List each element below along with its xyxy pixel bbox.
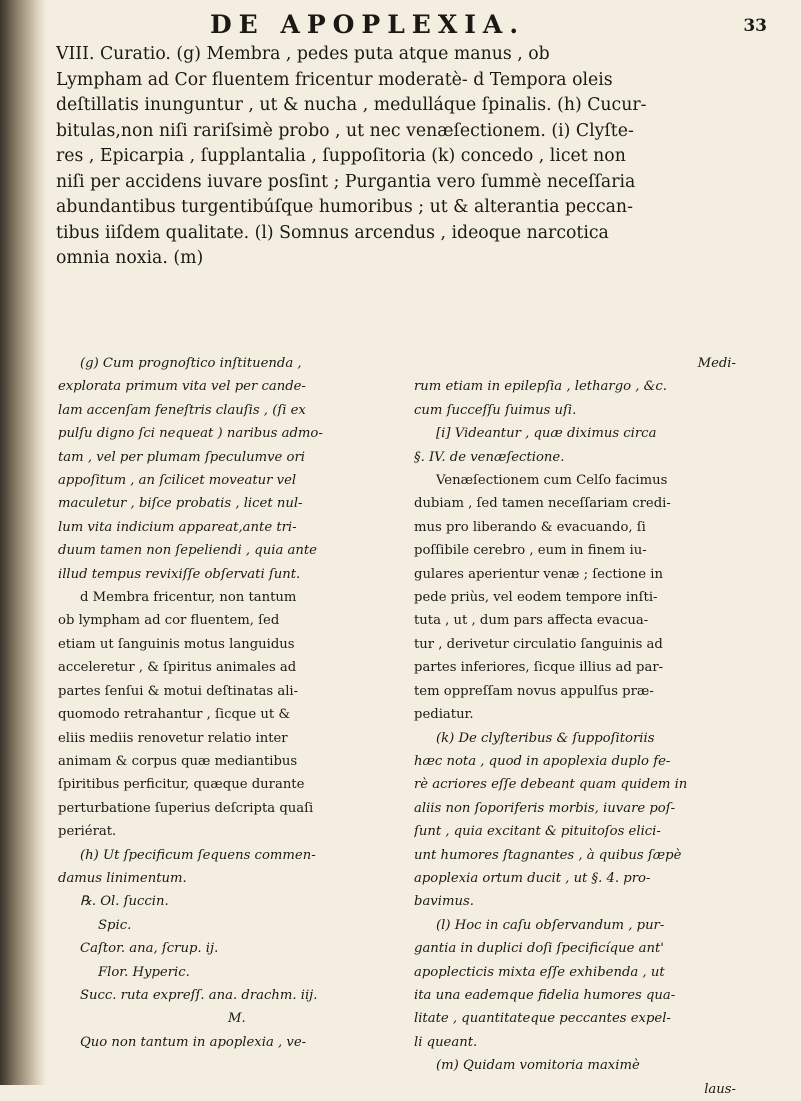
- text-line: (h) Ut ſpecificum ſequens commen-: [80, 847, 316, 863]
- main-text-block: [56, 42, 768, 272]
- text-line: Flor. Hyperic.: [98, 964, 190, 980]
- book-spine-shadow: [0, 0, 46, 1085]
- text-line: (l) Hoc in caſu obſervandum , pur-: [436, 917, 665, 933]
- text-line: M.: [228, 1011, 246, 1027]
- text-line: bitulas,non niſi rariſsimè probo , ut nec venæſectionem. (i) Clyſte-: [56, 120, 634, 141]
- text-line: d Membra fricentur, non tantum: [80, 590, 297, 606]
- text-line: explorata primum vita vel per cande-: [58, 379, 306, 395]
- text-line: unt humores ſtagnantes , à quibus ſæpè: [414, 847, 682, 863]
- text-line: dubiam , ſed tamen neceſſariam credi-: [414, 496, 671, 512]
- text-line: Quo non tantum in apoplexia , ve-: [80, 1034, 307, 1050]
- text-line: aliis non ſoporiferis morbis, iuvare poſ-: [414, 800, 676, 816]
- text-line: tam , vel per plumam ſpeculumve ori: [58, 449, 305, 465]
- text-line: mus pro liberando & evacuando, ſi: [414, 519, 646, 535]
- text-line: ita una eademque fidelia humores qua-: [414, 987, 676, 1003]
- text-line: Spic.: [98, 917, 132, 933]
- text-line: (m) Quidam vomitoria maximè: [436, 1058, 640, 1074]
- text-line: perturbatione ſuperius deſcripta quaſi: [58, 800, 314, 816]
- text-line: maculetur , biſce probatis , licet nul-: [58, 496, 303, 512]
- text-line: partes ſenſui & motui deſtinatas ali-: [58, 683, 299, 699]
- text-line: pulſu digno ſci nequeat ) naribus admo-: [58, 426, 323, 442]
- text-line: li queant.: [414, 1034, 478, 1050]
- text-line: Venæſectionem cum Celſo facimus: [436, 473, 668, 489]
- text-line: lum vita indicium appareat,ante tri-: [58, 519, 297, 535]
- text-line: apoplecticis mixta eſſe exhibenda , ut: [414, 964, 665, 980]
- text-line: ſunt , quia excitant & pituitoſos elici-: [414, 824, 661, 840]
- text-line: apoplexia ortum ducit , ut §. 4. pro-: [414, 870, 651, 886]
- text-line: acceleretur , & ſpiritus animales ad: [58, 660, 297, 676]
- catchword: Medi-: [697, 356, 736, 371]
- text-line: etiam ut ſanguinis motus languidus: [58, 636, 295, 652]
- text-line: Caſtor. ana, ſcrup. ij.: [80, 941, 219, 957]
- text-line: gantia in duplici doſi ſpecificíque ant': [414, 941, 664, 957]
- text-line: [i] Videantur , quæ diximus circa: [436, 426, 657, 442]
- page-header: [0, 10, 801, 40]
- text-line: appoſitum , an ſcilicet moveatur vel: [58, 473, 297, 489]
- text-line: ſpiritibus perficitur, quæque durante: [58, 777, 305, 793]
- text-line: quomodo retrahantur , ſicque ut &: [58, 707, 291, 723]
- text-line: tur , derivetur circulatio ſanguinis ad: [414, 636, 663, 652]
- catchword: laus-: [704, 1081, 736, 1097]
- text-line: tibus iiſdem qualitate. (l) Somnus arcendus , ideoque narcotica: [56, 222, 609, 243]
- text-line: lam accenſam feneſtris clauſis , (ſi ex: [58, 402, 306, 418]
- text-line: pede priùs, vel eodem tempore inſti-: [414, 590, 658, 606]
- text-line: gulares aperientur venæ ; ſectione in: [414, 566, 663, 582]
- text-line: bavimus.: [414, 894, 474, 910]
- text-line: partes inferiores, ſicque illius ad par-: [414, 660, 664, 676]
- text-line: animam & corpus quæ mediantibus: [58, 753, 298, 769]
- text-line: pediatur.: [414, 707, 474, 723]
- text-line: §. IV. de venæſectione.: [414, 449, 565, 465]
- page-number: 33: [743, 16, 767, 36]
- text-line: litate , quantitateque peccantes expel-: [414, 1011, 671, 1027]
- text-line: omnia noxia. (m): [56, 248, 204, 268]
- text-line: Succ. ruta expreſſ. ana. drachm. iij.: [80, 987, 318, 1003]
- text-line: abundantibus turgentibúſque humoribus ; ut & alterantia peccan-: [56, 197, 633, 217]
- text-line: tuta , ut , dum pars affecta evacua-: [414, 613, 649, 629]
- text-line: eliis mediis renovetur relatio inter: [58, 730, 288, 746]
- text-line: res , Epicarpia , ſupplantalia , ſuppoſitoria (k) concedo , licet non: [56, 146, 626, 166]
- text-line: deſtillatis inunguntur , ut & nucha , medulláque ſpinalis. (h) Cucur-: [56, 95, 647, 115]
- text-line: rum etiam in epilepſia , lethargo , &c.: [414, 379, 667, 395]
- text-line: illud tempus revixiſſe obſervati ſunt.: [58, 566, 301, 582]
- text-line: cum ſucceſſu ſuimus uſi.: [414, 402, 577, 418]
- text-line: poſſibile cerebro , eum in finem iu-: [414, 543, 647, 559]
- text-line: hæc nota , quod in apoplexia duplo fe-: [414, 753, 671, 769]
- text-line: VIII. Curatio. (g) Membra , pedes puta atque manus , ob: [56, 44, 550, 64]
- text-line: tem oppreſſam novus appulſus præ-: [414, 683, 654, 699]
- text-line: ob lympham ad cor fluentem, ſed: [58, 613, 280, 629]
- text-line: rè acriores eſſe debeant quam quidem in: [414, 777, 688, 793]
- footnote-column-right: [414, 352, 766, 1101]
- text-line: Lympham ad Cor fluentem fricentur moderatè- d Tempora oleis: [56, 69, 613, 90]
- running-title: DE APOPLEXIA.: [210, 10, 526, 39]
- text-line: periérat.: [58, 824, 117, 840]
- text-line: damus linimentum.: [58, 870, 187, 886]
- footnote-column-left: [58, 352, 403, 1054]
- text-line: (g) Cum prognoſtico inſtituenda ,: [80, 356, 302, 371]
- text-line: (k) De clyſteribus & ſuppoſitoriis: [436, 730, 655, 746]
- text-line: duum tamen non ſepeliendi , quia ante: [58, 543, 317, 559]
- text-line: niſi per accidens iuvare posſint ; Purgantia vero ſummè neceſſaria: [56, 171, 636, 192]
- text-line: ℞. Ol. ſuccin.: [80, 894, 169, 910]
